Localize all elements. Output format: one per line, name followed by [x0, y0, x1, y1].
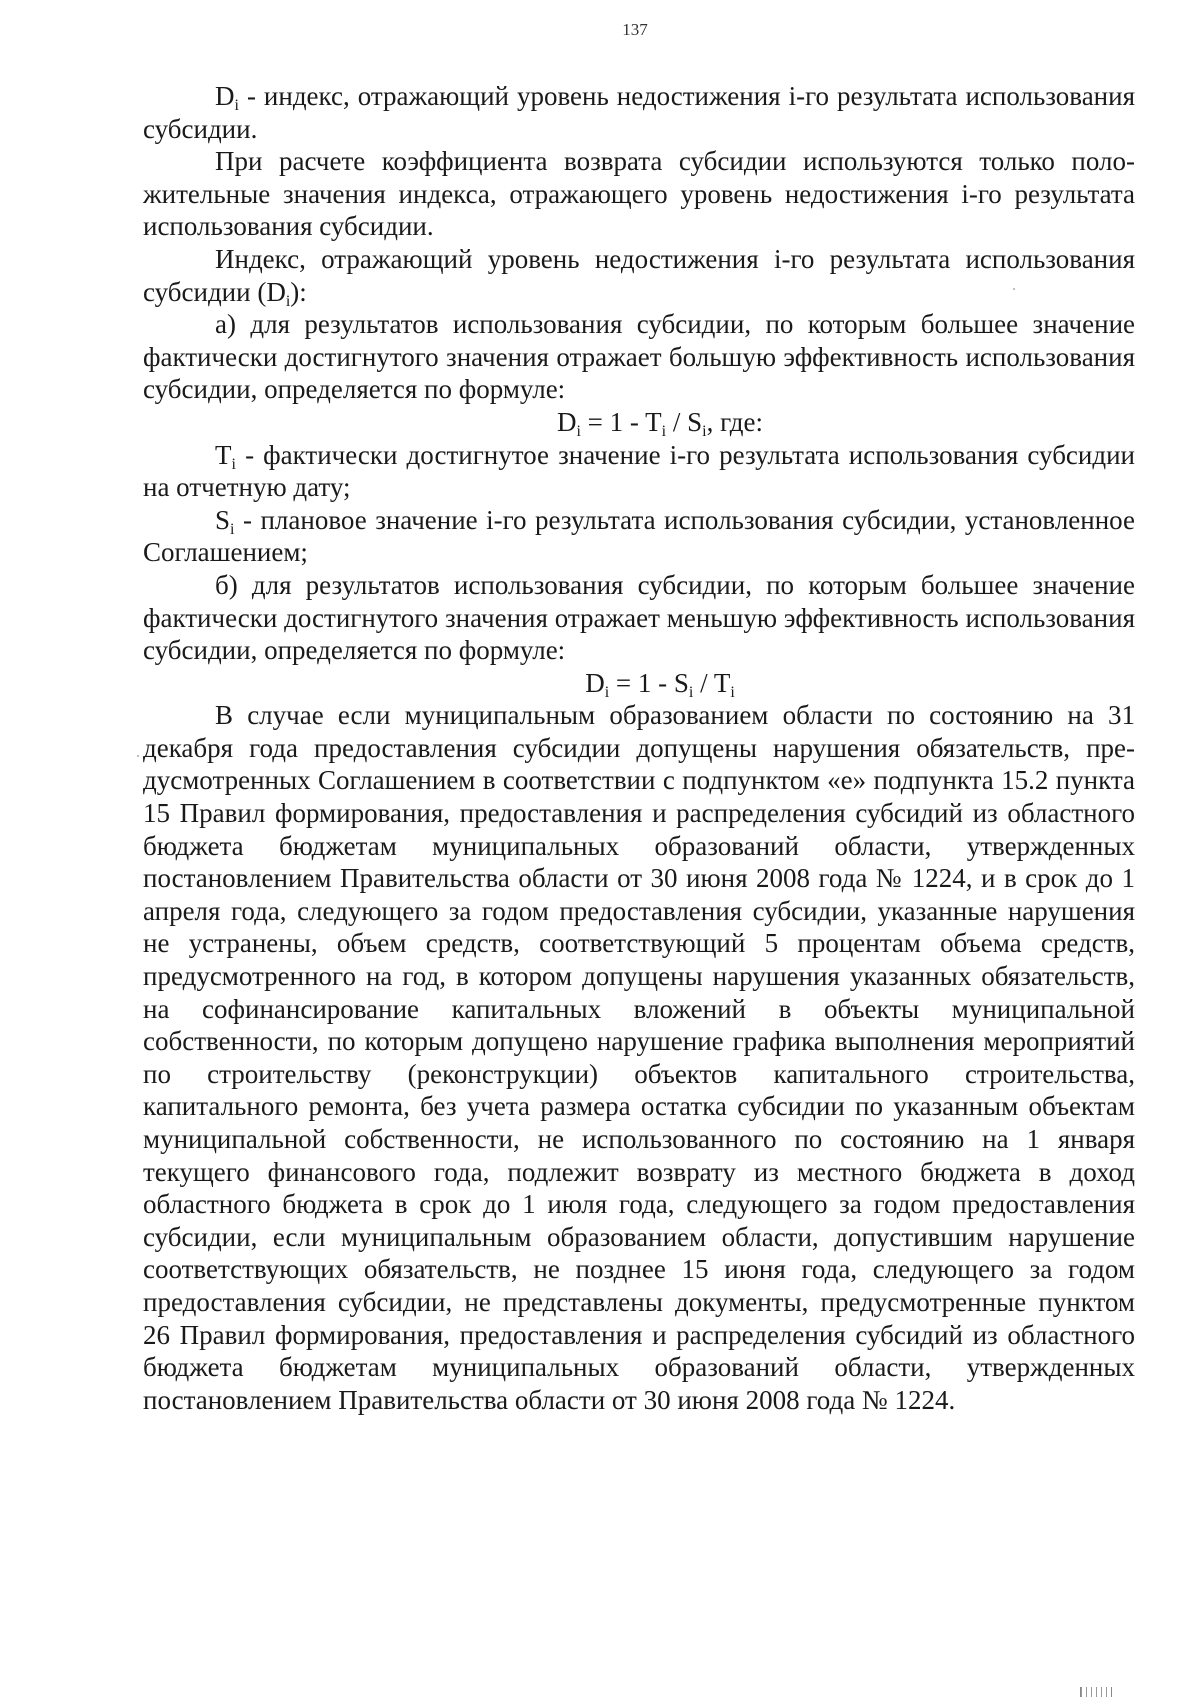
paragraph-text: - плановое значение i-го результата использования субсидии, установленное Соглашением;: [143, 504, 1135, 568]
paragraph-text: - фактически достигнутое значение i-го результата использования субсидии на отчетную дату;: [143, 439, 1135, 503]
paragraph-si-definition: [143, 504, 1135, 569]
symbol-d: D: [215, 81, 235, 111]
formula-subscript: i: [604, 683, 610, 701]
page-number: 137: [622, 20, 648, 39]
subscript-i: i: [234, 97, 239, 114]
paragraph-text: Индекс, отражающий уровень недостижения i-го результата использования субсидии (D: [143, 243, 1135, 307]
formula-subscript: i: [730, 683, 735, 701]
paragraph-index-intro: [143, 243, 1135, 308]
formula-subscript: i: [688, 683, 694, 701]
formula-subscript: i: [661, 422, 667, 440]
formula-a: [143, 406, 1135, 439]
formula-part: / S: [666, 406, 703, 437]
symbol-t: T: [215, 439, 232, 470]
paragraph-ti-definition: [143, 439, 1135, 504]
formula-subscript: i: [702, 422, 707, 440]
paragraph-di-definition: [143, 80, 1135, 145]
paragraph-positive-values: При расчете коэффициента возврата субсидии используются только положительные значения индекса, отражающего уровень недостижения i-го результата использования субсидии.: [143, 146, 1135, 242]
formula-symbol-d: D: [556, 406, 577, 437]
paragraph-case-b: б) для результатов использования субсидии, по которым большее значение фактически достигнутого значения отражает меньшую эффективность использования субсидии, определяется по формуле:: [143, 569, 1135, 666]
paragraph-text-end: ):: [290, 276, 307, 307]
formula-symbol-d: D: [585, 667, 605, 698]
document-body: [143, 80, 1135, 1416]
paragraph-case-a: а) для результатов использования субсидии, по которым большее значение фактически достигнутого значения отражает большую эффективность использования субсидии, определяется по формуле:: [143, 309, 1135, 405]
formula-part: = 1 - T: [580, 406, 662, 437]
symbol-s: S: [215, 504, 231, 535]
scan-speck: [137, 755, 139, 757]
formula-b: [143, 667, 1135, 700]
subscript-i: i: [231, 455, 236, 473]
scan-edge-mark: [1080, 1687, 1112, 1697]
subscript-i: i: [230, 520, 235, 538]
formula-tail: , где:: [706, 406, 764, 437]
formula-part: / T: [693, 667, 731, 698]
formula-subscript: i: [576, 422, 581, 440]
subscript-i: i: [285, 292, 291, 310]
scan-speck: [1013, 288, 1015, 290]
formula-part: = 1 - S: [609, 667, 689, 698]
paragraph-violations: В случае если муниципальным образованием области по состоянию на 31 декабря года предоставления субсидии допущены нарушения обязательств, предусмотренных Соглашением в соответствии с подпунктом «е» подпункта 15.2 пункта 15 Правил формирования, предоставления и распределения субсидий из областного бюджета бюджетам муниципальных образований области, утвержденных постановлением Правительства области от 30 июня 2008 года № 1224, и в срок до 1 апреля года, следующего за годом предоставления субсидии, указанные нарушения не устранены, объем средств, соответствующий 5 процентам объема средств, предусмотренного на год, в котором допущены нарушения указанных обязательств, на софинансирование капитальных вложений в объекты муниципальной собственности, по которым допущено нарушение графика выполнения мероприятий по строительству (реконструкции) объектов капитального строительства, капитального ремонта, без учета размера остатка субсидии по указанным объектам муниципальной собственности, не использованного по состоянию на 1 января текущего финансового года, подлежит возврату из местного бюджета в доход областного бюджета в срок до 1 июля года, следующего за годом предоставления субсидии, если муниципальным образованием области, допустившим нарушение соответствующих обязательств, не позднее 15 июня года, следующего за годом предоставления субсидии, не представлены документы, предусмотренные пунктом 26 Правил формирования, предоставления и распределения субсидий из областного бюджета бюджетам муниципальных образований области, утвержденных постановлением Правительства области от 30 июня 2008 года № 1224.: [143, 700, 1135, 1415]
paragraph-text: - индекс, отражающий уровень недостижения i-го результата использования субсидии.: [143, 81, 1135, 144]
